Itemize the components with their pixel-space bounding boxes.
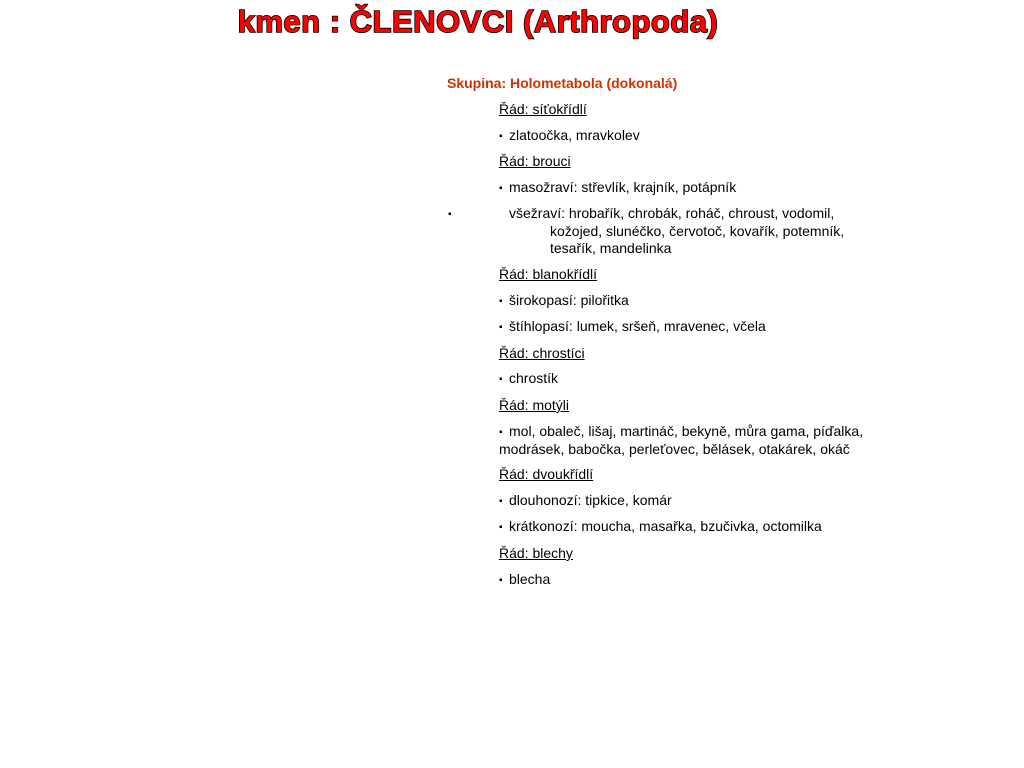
order-heading-sitokridli: Řád: síťokřídlí xyxy=(499,101,587,117)
bullet-icon: ▪ xyxy=(499,495,503,507)
bullet-icon: ▪ xyxy=(499,374,503,386)
list-item: ▪ širokopasí: pilořitka xyxy=(499,291,629,308)
order-list xyxy=(448,101,869,597)
list-item: ▪ všežraví: hrobařík, chrobák, roháč, chroust, vodomil, kožojed, slunéčko, červotoč, kovařík, potemník, tesařík, mandelinka xyxy=(448,205,845,257)
order-heading-blechy: Řád: blechy xyxy=(499,544,573,561)
list-item: ▪ mol, obaleč, lišaj, martináč, bekyně, můra gama, píďalka, modrásek, babočka, perleťovec, bělásek, otakárek, okáč xyxy=(499,422,864,457)
list-item: ▪ krátkonozí: moucha, masařka, bzučivka, octomilka xyxy=(499,518,822,535)
bullet-icon: ▪ xyxy=(499,574,503,586)
order-heading-blanokridli: Řád: blanokřídlí xyxy=(499,265,598,282)
list-item: ▪ štíhlopasí: lumek, sršeň, mravenec, včela xyxy=(499,318,766,335)
bullet-icon: ▪ xyxy=(499,182,503,194)
bullet-icon: ▪ xyxy=(499,426,503,438)
list-item: ▪ zlatoočka, mravkolev xyxy=(499,126,640,143)
bullet-icon: ▪ xyxy=(499,522,503,534)
bullet-icon: ▪ xyxy=(499,295,503,307)
order-heading-brouci: Řád: brouci xyxy=(499,153,571,170)
bullet-icon: ▪ xyxy=(499,130,503,142)
list-item: ▪ blecha xyxy=(499,570,551,587)
list-item: ▪ masožraví: střevlík, krajník, potápník xyxy=(499,178,737,195)
group-heading: Skupina: Holometabola (dokonalá) xyxy=(447,75,678,91)
list-item: ▪ chrostík xyxy=(499,370,559,387)
bullet-icon: ▪ xyxy=(448,209,452,221)
order-heading-chrostici: Řád: chrostíci xyxy=(499,344,585,361)
bullet-icon: ▪ xyxy=(499,322,503,334)
order-heading-motyli: Řád: motýli xyxy=(499,396,570,413)
list-item: ▪ dlouhonozí: tipkice, komár xyxy=(499,491,672,508)
order-heading-dvoukridli: Řád: dvoukřídlí xyxy=(499,466,594,483)
slide-title: kmen : ČLENOVCI (Arthropoda) xyxy=(237,4,719,39)
